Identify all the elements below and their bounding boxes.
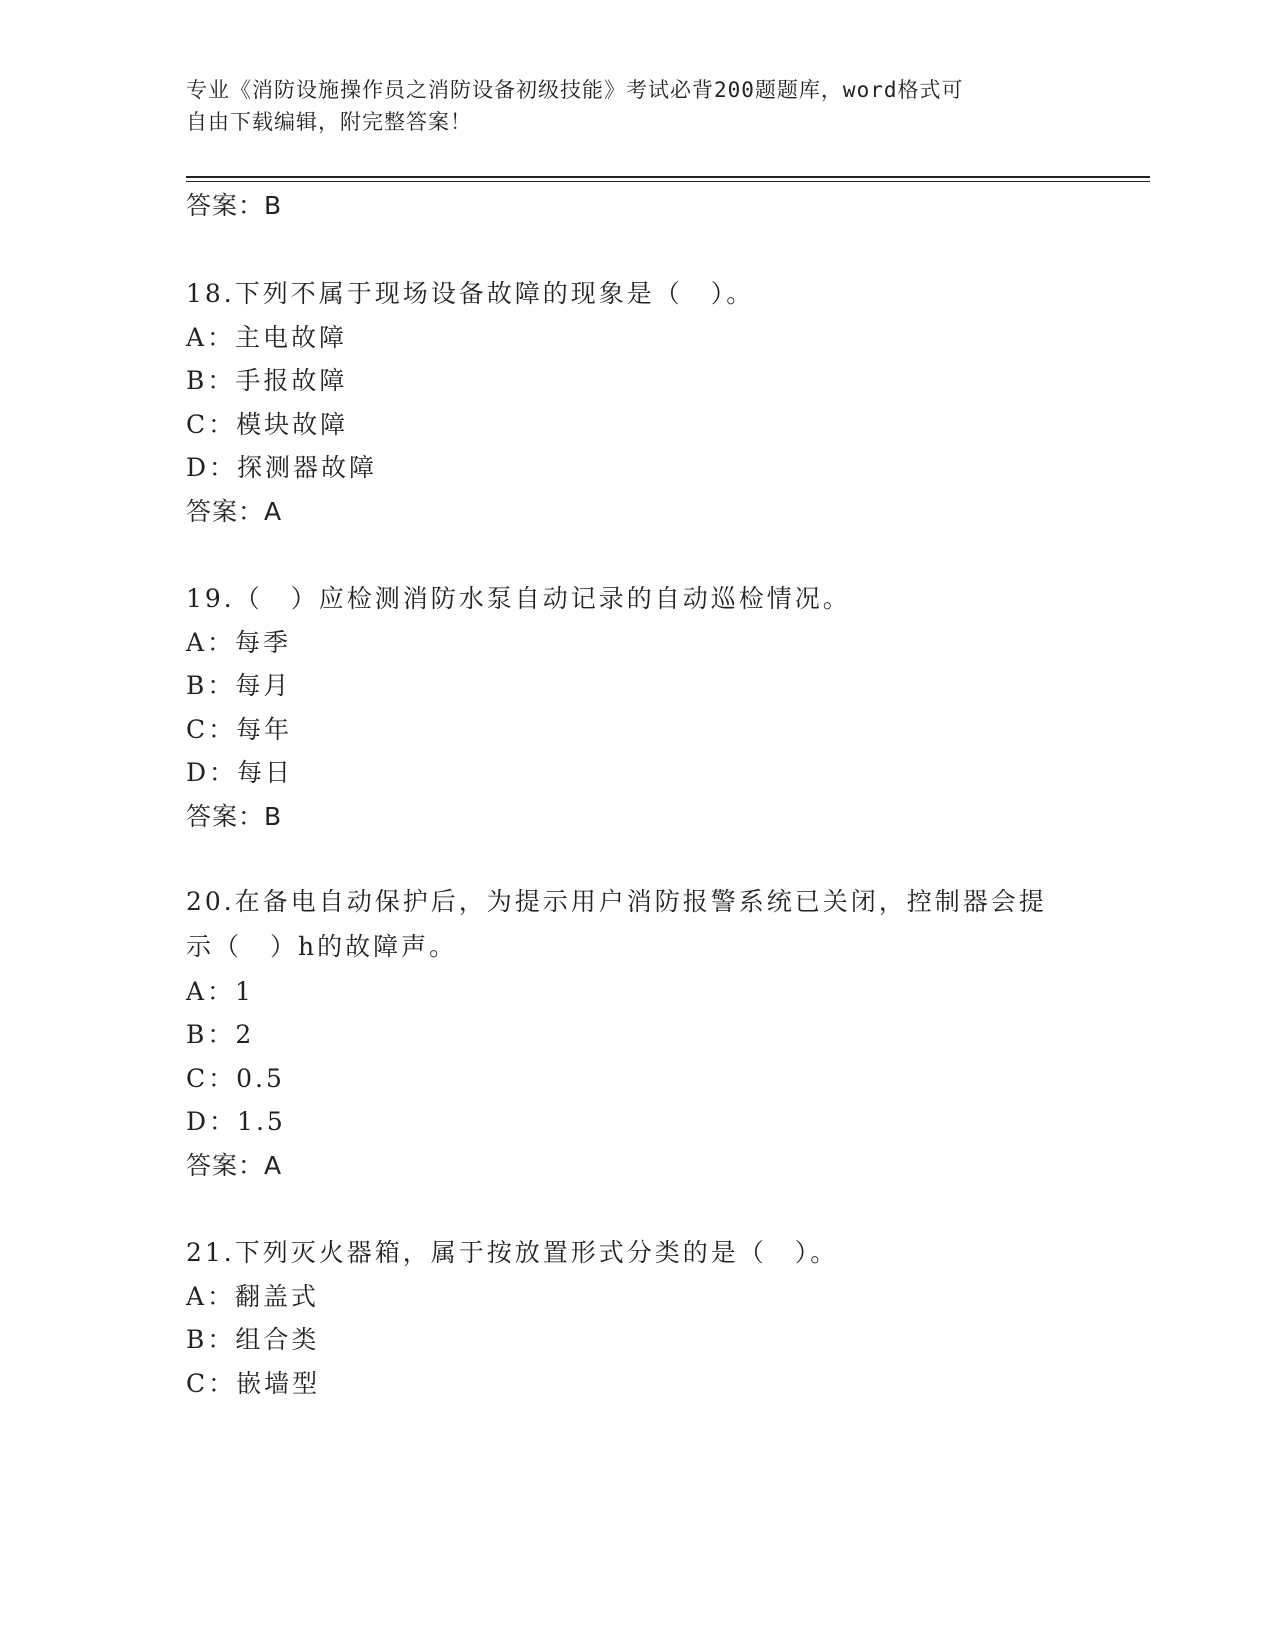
option-d-18: D：探测器故障 xyxy=(186,453,378,482)
option-c-19: C：每年 xyxy=(186,715,293,744)
header-line-1: 专业《消防设施操作员之消防设备初级技能》考试必背200题题库，word格式可 xyxy=(186,78,964,102)
option-a-18: A：主电故障 xyxy=(186,323,348,352)
question-stem-20: 20.在备电自动保护后，为提示用户消防报警系统已关闭，控制器会提示（ ）h的故障声。 xyxy=(186,887,1047,961)
option-c-20: C：0.5 xyxy=(186,1064,285,1093)
question-stem-18: 18.下列不属于现场设备故障的现象是（ ）。 xyxy=(186,279,755,308)
option-a-20: A：1 xyxy=(186,977,254,1006)
header-divider-thin xyxy=(186,181,1150,182)
option-b-18: B：手报故障 xyxy=(186,366,348,395)
answer-19: 答案：B xyxy=(186,802,283,831)
option-c-21: C：嵌墙型 xyxy=(186,1369,321,1398)
option-c-18: C：模块故障 xyxy=(186,410,349,439)
option-a-19: A：每季 xyxy=(186,628,292,657)
question-stem-21: 21.下列灭火器箱，属于按放置形式分类的是（ ）。 xyxy=(186,1238,839,1267)
option-b-19: B：每月 xyxy=(186,671,292,700)
option-b-20: B：2 xyxy=(186,1020,255,1049)
header-divider-thick xyxy=(186,176,1150,178)
question-stem-19: 19.（ ）应检测消防水泵自动记录的自动巡检情况。 xyxy=(186,584,851,613)
option-b-21: B：组合类 xyxy=(186,1325,320,1354)
option-d-20: D：1.5 xyxy=(186,1107,286,1136)
answer-18: 答案：A xyxy=(186,497,283,526)
answer-20: 答案：A xyxy=(186,1151,283,1180)
document-header xyxy=(186,74,1086,138)
answer-q17: 答案：B xyxy=(186,191,283,220)
option-a-21: A：翻盖式 xyxy=(186,1282,320,1311)
option-d-19: D：每日 xyxy=(186,758,294,787)
header-line-2: 自由下载编辑，附完整答案！ xyxy=(186,110,472,134)
